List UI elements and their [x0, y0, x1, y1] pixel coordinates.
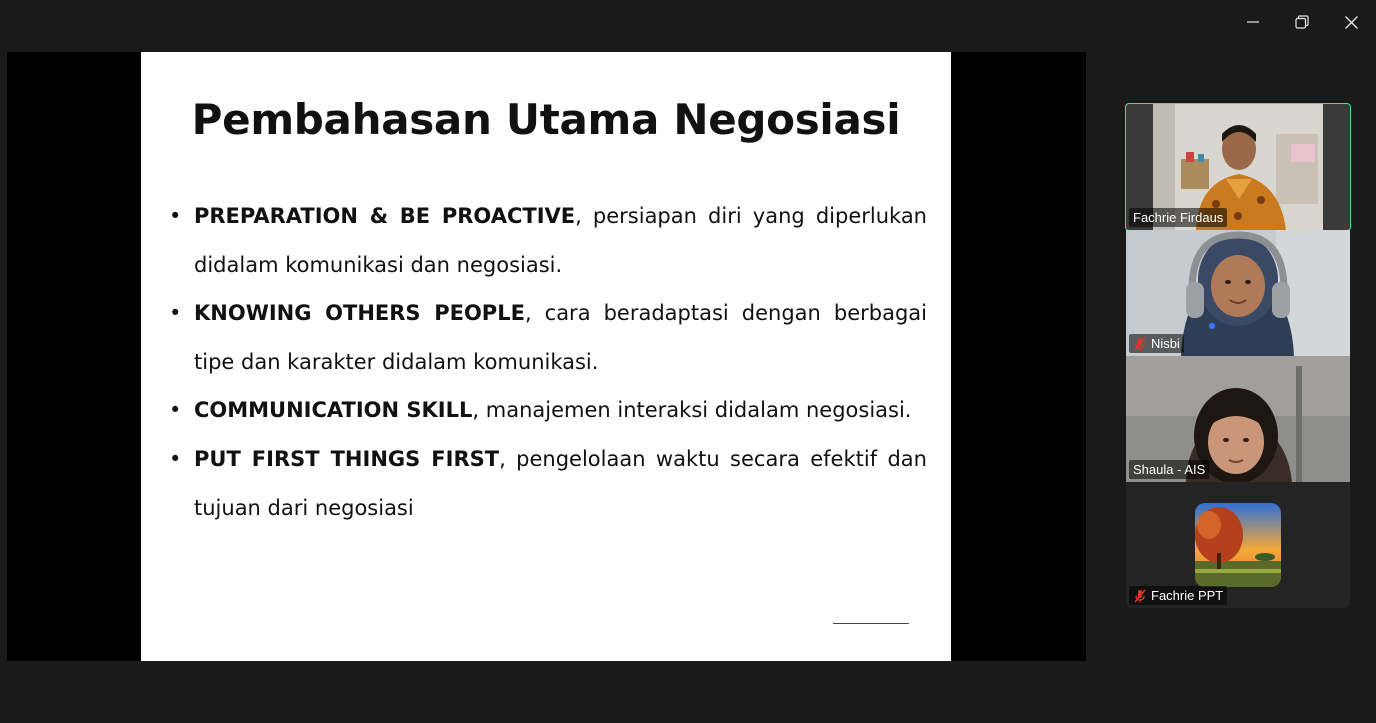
participant-name: Fachrie Firdaus: [1133, 210, 1224, 225]
participant-avatar: [1195, 503, 1281, 587]
screen-share-area[interactable]: [7, 52, 1086, 661]
close-icon: [1345, 16, 1358, 29]
participant-tile[interactable]: [1126, 356, 1350, 482]
presentation-slide: [141, 52, 951, 661]
mic-muted-icon: [1133, 589, 1147, 603]
bullet-dot: •: [169, 446, 182, 471]
restore-button[interactable]: [1277, 0, 1327, 44]
bullet-dot: •: [169, 301, 182, 326]
participant-tile[interactable]: [1126, 482, 1350, 608]
bullet-term: KNOWING OTHERS PEOPLE: [194, 301, 525, 326]
participant-name: Shaula - AIS: [1133, 462, 1206, 477]
bullet-desc: , persiapan diri yang diperlukan didalam komunikasi dan negosiasi.: [194, 204, 927, 277]
minimize-icon: [1247, 16, 1259, 28]
participant-name: Fachrie PPT: [1151, 588, 1224, 603]
bullet-term: PREPARATION & BE PROACTIVE: [194, 204, 576, 228]
mic-muted-icon: [1133, 337, 1147, 351]
bullet-dot: •: [169, 398, 182, 423]
bullet-term: PUT FIRST THINGS FIRST: [194, 446, 500, 471]
close-button[interactable]: [1326, 0, 1376, 44]
participant-name-tag: [1129, 208, 1227, 227]
participant-name-tag: [1129, 586, 1227, 605]
bullet-item: [169, 289, 927, 386]
participant-name-tag: [1129, 460, 1209, 479]
bullet-desc: , manajemen interaksi didalam negosiasi.: [472, 398, 912, 423]
minimize-button[interactable]: [1228, 0, 1278, 44]
participant-tile[interactable]: [1126, 230, 1350, 356]
slide-footer-line: [833, 623, 909, 624]
bullet-item: [169, 192, 927, 289]
bullet-desc: , pengelolaan waktu secara efektif dan tujuan dari negosiasi: [194, 446, 927, 520]
participant-name: Nisbi: [1151, 336, 1180, 351]
bullet-item: [169, 386, 927, 435]
title-bar: [0, 0, 1376, 44]
restore-icon: [1295, 15, 1309, 29]
participant-tile[interactable]: [1126, 104, 1350, 230]
slide-title: Pembahasan Utama Negosiasi: [191, 95, 901, 144]
bullet-list: [169, 192, 927, 532]
bullet-term: COMMUNICATION SKILL: [194, 398, 473, 423]
bullet-desc: , cara beradaptasi dengan berbagai tipe dan karakter didalam komunikasi.: [194, 301, 928, 374]
participant-name-tag: [1129, 334, 1184, 353]
bullet-item: [169, 435, 927, 532]
bullet-dot: •: [169, 204, 182, 228]
avatar-image: [1195, 503, 1281, 587]
